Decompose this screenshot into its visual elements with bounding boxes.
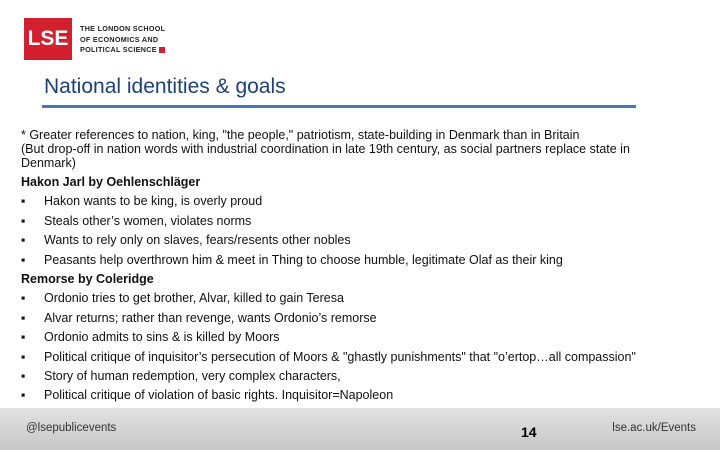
section-heading-hakon-jarl: Hakon Jarl by Oehlenschläger xyxy=(21,175,201,189)
logo-square-icon xyxy=(159,47,165,53)
intro-line-2: (But drop-off in nation words with industrial coordination in late 19th century, as social partners replace state in Denmark) xyxy=(21,142,630,170)
list-item xyxy=(21,311,671,330)
bullet-icon: ▪ xyxy=(21,194,26,209)
section-heading-remorse: Remorse by Coleridge xyxy=(21,271,154,286)
logo-line-1: THE LONDON SCHOOL xyxy=(80,24,166,33)
list-item-text: Story of human redemption, very complex characters, xyxy=(44,368,341,383)
list-item xyxy=(21,388,671,407)
bullet-icon: ▪ xyxy=(21,368,26,383)
list-item-text: Peasants help overthrown him & meet in Thing to choose humble, legitimate Olaf as their king xyxy=(44,252,563,267)
list-item-text: Ordonio admits to sins & is killed by Moors xyxy=(44,330,280,345)
list-item xyxy=(21,233,671,252)
bullet-icon: ▪ xyxy=(21,213,26,228)
list-item xyxy=(21,253,671,272)
list-item-text: Political critique of inquisitor’s persecution of Moors & "ghastly punishments" that "o’ertop…all compassion" xyxy=(44,349,636,364)
list-item-text: Political critique of violation of basic rights. Inquisitor=Napoleon xyxy=(44,388,394,403)
footer-website: lse.ac.uk/Events xyxy=(612,422,696,434)
intro-paragraph xyxy=(21,128,671,170)
bullet-icon: ▪ xyxy=(21,310,26,325)
lse-logo-text xyxy=(80,24,165,56)
logo-line-3: POLITICAL SCIENCE xyxy=(80,45,157,54)
bullet-icon: ▪ xyxy=(21,291,26,306)
list-item xyxy=(21,291,671,310)
list-item-text: Steals other’s women, violates norms xyxy=(44,213,252,228)
list-item xyxy=(21,194,671,213)
list-item xyxy=(21,330,671,349)
bullet-icon: ▪ xyxy=(21,252,26,267)
intro-line-1: * Greater references to nation, king, "the people," patriotism, state-building in Denmark than in Britain xyxy=(21,128,580,142)
list-item xyxy=(21,350,671,369)
list-item xyxy=(21,369,671,388)
page-number: 14 xyxy=(521,424,537,440)
list-item-text: Wants to rely only on slaves, fears/resents other nobles xyxy=(44,233,351,248)
slide-body xyxy=(21,128,671,408)
bullet-icon: ▪ xyxy=(21,233,26,248)
footer-bar xyxy=(0,408,720,450)
title-divider xyxy=(42,105,636,108)
footer-social-handle: @lsepublicevents xyxy=(26,422,117,434)
list-item-text: Alvar returns; rather than revenge, wants Ordonio’s remorse xyxy=(44,310,377,325)
list-item-text: Ordonio tries to get brother, Alvar, killed to gain Teresa xyxy=(44,291,344,306)
bullet-icon: ▪ xyxy=(21,349,26,364)
bullet-icon: ▪ xyxy=(21,330,26,345)
slide-title: National identities & goals xyxy=(44,75,286,98)
logo-line-2: OF ECONOMICS AND xyxy=(80,34,159,44)
lse-logo xyxy=(24,18,165,60)
list-item-text: Hakon wants to be king, is overly proud xyxy=(44,194,263,209)
bullet-icon: ▪ xyxy=(21,388,26,403)
list-item xyxy=(21,214,671,233)
lse-logo-mark: LSE xyxy=(24,18,72,60)
